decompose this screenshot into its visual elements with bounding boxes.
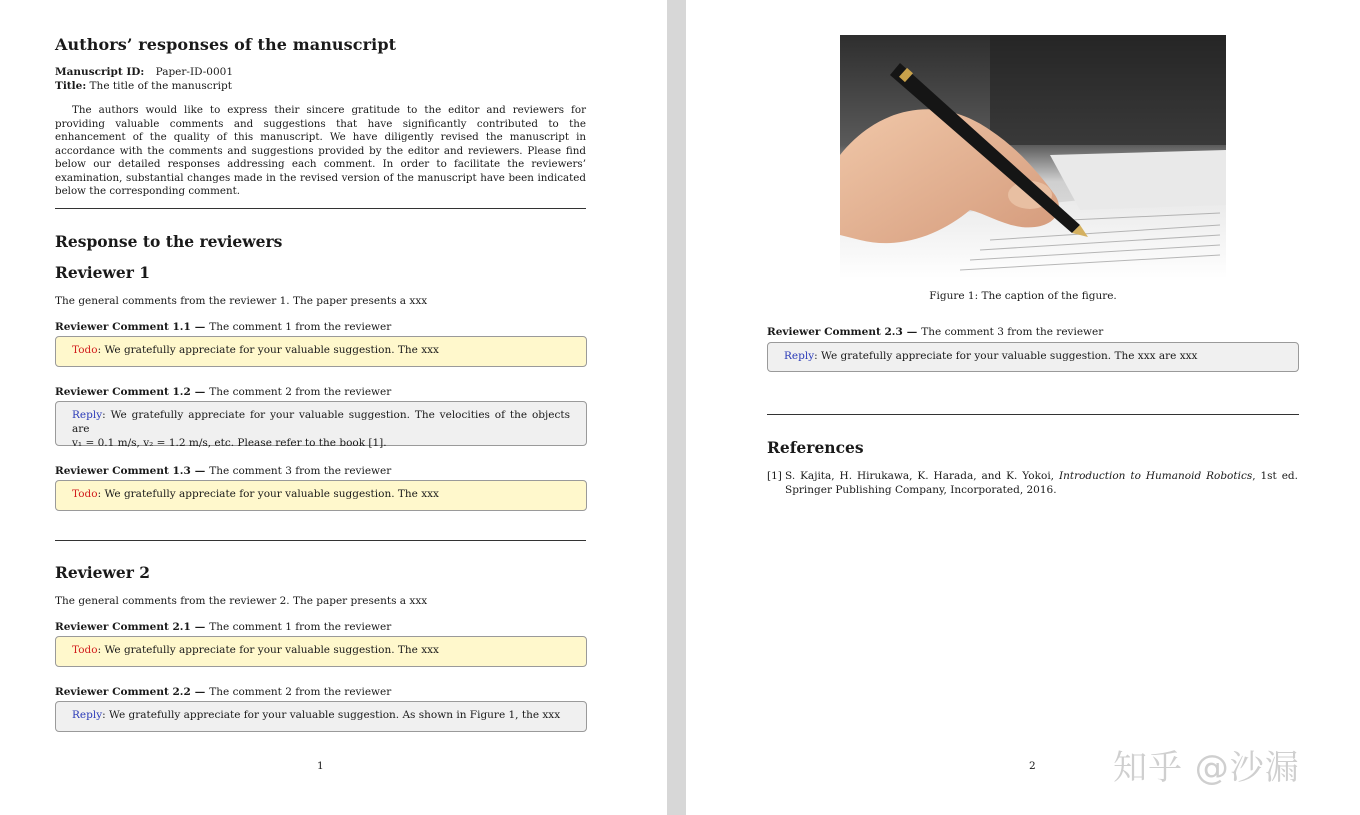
page-2 [686,0,1360,815]
manuscript-id-line [55,65,233,79]
pen-writing-photo [840,35,1226,279]
comment-1-1-text: The comment 1 from the reviewer [209,321,392,333]
document-title: Authors’ responses of the manuscript [55,35,397,54]
comment-2-1-header [55,621,391,633]
references-divider [767,414,1299,415]
todo-text: We gratefully appreciate for your valuable suggestion. The xxx [104,488,439,500]
reviewer-2-general-comments: The general comments from the reviewer 2. The paper presents a xxx [55,595,428,607]
comment-2-2-text: The comment 2 from the reviewer [209,686,392,698]
section-title: Response to the reviewers [55,232,283,251]
todo-label: Todo [72,488,98,500]
comment-1-3-todo-box: Todo: We gratefully appreciate for your valuable suggestion. The xxx [55,480,587,511]
page-1 [0,0,667,815]
reference-1 [785,469,1298,497]
title-label: Title: [55,80,87,92]
comment-1-2-text: The comment 2 from the reviewer [209,386,392,398]
comment-1-3-text: The comment 3 from the reviewer [209,465,392,477]
comment-2-2-header [55,686,391,698]
page-number-1: 1 [317,760,324,772]
comment-2-2-reply-box: Reply: We gratefully appreciate for your valuable suggestion. As shown in Figure 1, the xxx [55,701,587,732]
reference-1-number: [1] [767,470,782,482]
em-dash: — [194,686,206,698]
comment-1-3-label: Reviewer Comment 1.3 [55,465,191,477]
comment-2-3-header [767,326,1103,338]
comment-1-3-header [55,465,391,477]
reviewer-divider [55,540,586,541]
em-dash: — [194,621,206,633]
manuscript-id-value: Paper-ID-0001 [155,66,233,78]
comment-1-1-header [55,321,391,333]
comment-2-1-label: Reviewer Comment 2.1 [55,621,191,633]
comment-2-3-reply-box: Reply: We gratefully appreciate for your valuable suggestion. The xxx are xxx [767,342,1299,372]
todo-label: Todo [72,644,98,656]
reply-text-1: We gratefully appreciate for your valuable suggestion. The velocities of the objects are [72,409,570,435]
reference-1-authors: S. Kajita, H. Hirukawa, K. Harada, and K. Yokoi, [785,470,1055,482]
reference-1-details: , 1st ed. Springer Publishing Company, Incorporated, 2016. [785,470,1298,496]
reviewer-1-heading: Reviewer 1 [55,263,151,282]
figure-caption: Figure 1: The caption of the figure. [929,290,1117,302]
title-line [55,79,232,93]
reply-label: Reply [72,409,103,421]
comment-1-1-todo-box: Todo: We gratefully appreciate for your valuable suggestion. The xxx [55,336,587,367]
comment-1-2-label: Reviewer Comment 1.2 [55,386,191,398]
comment-2-3-text: The comment 3 from the reviewer [921,326,1104,338]
reviewer-1-general-comments: The general comments from the reviewer 1. The paper presents a xxx [55,295,428,307]
reference-1-book-title: Introduction to Humanoid Robotics [1058,470,1253,482]
reply-text: We gratefully appreciate for your valuable suggestion. The xxx are xxx [821,350,1198,362]
reply-label: Reply [72,709,103,721]
reply-line-2: v₁ = 0.1 m/s, v₂ = 1.2 m/s, etc. Please refer to the book [1]. [72,437,387,449]
manuscript-id-label: Manuscript ID: [55,66,145,78]
em-dash: — [194,321,206,333]
em-dash: — [906,326,918,338]
todo-text: We gratefully appreciate for your valuable suggestion. The xxx [104,644,439,656]
reply-line-1: Reply: We gratefully appreciate for your valuable suggestion. The velocities of the objects are [72,409,570,435]
em-dash: — [194,386,206,398]
comment-1-2-header [55,386,391,398]
watermark: 知乎 @沙漏 [1113,748,1300,788]
todo-label: Todo [72,344,98,356]
references-title: References [767,438,864,457]
intro-paragraph: The authors would like to express their sincere gratitude to the editor and reviewers for providing valuable comments and suggestions that have significantly contributed to the enhancement of the quality of this manuscript. We have diligently revised the manuscript in accordance with the comments and suggestions provided by the editor and reviewers. Please find below our detailed responses addressing each comment. In order to facilitate the reviewers’ examination, substantial changes made in the revised version of the manuscript have been indicated below the corresponding comment. [55,104,586,197]
em-dash: — [194,465,206,477]
page-number-2: 2 [1029,760,1036,772]
comment-1-2-reply-box [55,401,587,449]
reply-label: Reply [784,350,815,362]
page-gap [667,0,686,815]
comment-2-2-label: Reviewer Comment 2.2 [55,686,191,698]
todo-text: We gratefully appreciate for your valuable suggestion. The xxx [104,344,439,356]
title-value: The title of the manuscript [89,80,232,92]
comment-2-1-todo-box: Todo: We gratefully appreciate for your valuable suggestion. The xxx [55,636,587,667]
comment-1-1-label: Reviewer Comment 1.1 [55,321,191,333]
comment-2-3-label: Reviewer Comment 2.3 [767,326,903,338]
figure-1-image [840,35,1226,279]
reply-text: We gratefully appreciate for your valuable suggestion. As shown in Figure 1, the xxx [109,709,561,721]
reviewer-2-heading: Reviewer 2 [55,563,151,582]
comment-2-1-text: The comment 1 from the reviewer [209,621,392,633]
section-divider [55,208,586,209]
